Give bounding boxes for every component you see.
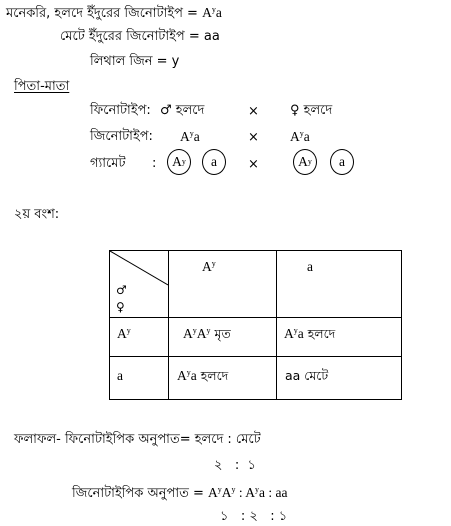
cross-symbol-2: × (248, 130, 259, 145)
punnett-cell-aa: aa মেটে (277, 357, 402, 400)
gamete-colon: : (152, 156, 157, 171)
punnett-square (109, 250, 402, 400)
intro-line-3: লিথাল জিন = y (90, 54, 180, 69)
genotypic-ratio-values: ১ : ২ : ১ (220, 509, 288, 524)
cross-symbol-3: × (248, 157, 259, 172)
intro-line-1-text: মনেকরি, হলদে ইঁদুরের জিনোটাইপ = (6, 6, 203, 21)
punnett-row-header-Ay: $A^y$ (110, 318, 169, 357)
punnett-row-a (110, 357, 402, 400)
punnett-cell-AyAy: $A^yA^y$ মৃত (169, 318, 277, 357)
gamete-circle-male-Ay: A y (167, 149, 191, 175)
phenotype-female: ♀ হলদে (290, 103, 333, 118)
intro-line-1 (6, 4, 222, 20)
gamete-label: গ্যামেট (90, 156, 126, 171)
punnett-corner-cell (110, 251, 169, 318)
female-symbol: ♀ (116, 300, 125, 314)
genotypic-ratio-line: জিনোটাইপিক অনুপাত = $A^yA^y$ : $A^ya$ : aa (72, 485, 288, 501)
punnett-row-header-a: a (110, 357, 169, 400)
genotype-label: জিনোটাইপ: (90, 129, 153, 144)
punnett-col-header-Ay: $A^y$ (169, 251, 277, 318)
punnett-col-header-a: a (277, 251, 402, 318)
punnett-header-row (110, 251, 402, 318)
cross-symbol-1: × (248, 104, 259, 119)
punnett-row-Ay (110, 318, 402, 357)
yellow-genotype: $A^ya$ (202, 5, 222, 20)
phenotypic-ratio-values: ২ : ১ (214, 458, 256, 473)
gamete-circle-male-a: a (202, 149, 226, 175)
genotype-male: $A^ya$ (180, 129, 200, 144)
phenotypic-ratio-line: ফলাফল- ফিনোটাইপিক অনুপাত= হলদে : মেটে (14, 432, 261, 447)
phenotype-male: ♂ হলদে (160, 103, 205, 118)
genotypic-ratio-label: জিনোটাইপিক অনুপাত = (72, 486, 209, 501)
parents-heading: পিতা-মাতা (14, 79, 70, 94)
punnett-cell-Aya-2: $A^ya$ হলদে (169, 357, 277, 400)
gamete-circle-female-Ay: A y (293, 149, 317, 175)
punnett-cell-Aya-1: $A^ya$ হলদে (277, 318, 402, 357)
genotype-female: $A^ya$ (290, 129, 310, 144)
phenotype-label: ফিনোটাইপ: (90, 103, 151, 118)
gamete-circle-female-a: a (330, 149, 354, 175)
f2-heading: ২য় বংশ: (14, 207, 60, 222)
intro-line-2: মেটে ইঁদুরের জিনোটাইপ = aa (60, 29, 220, 44)
male-symbol: ♂ (116, 283, 127, 297)
